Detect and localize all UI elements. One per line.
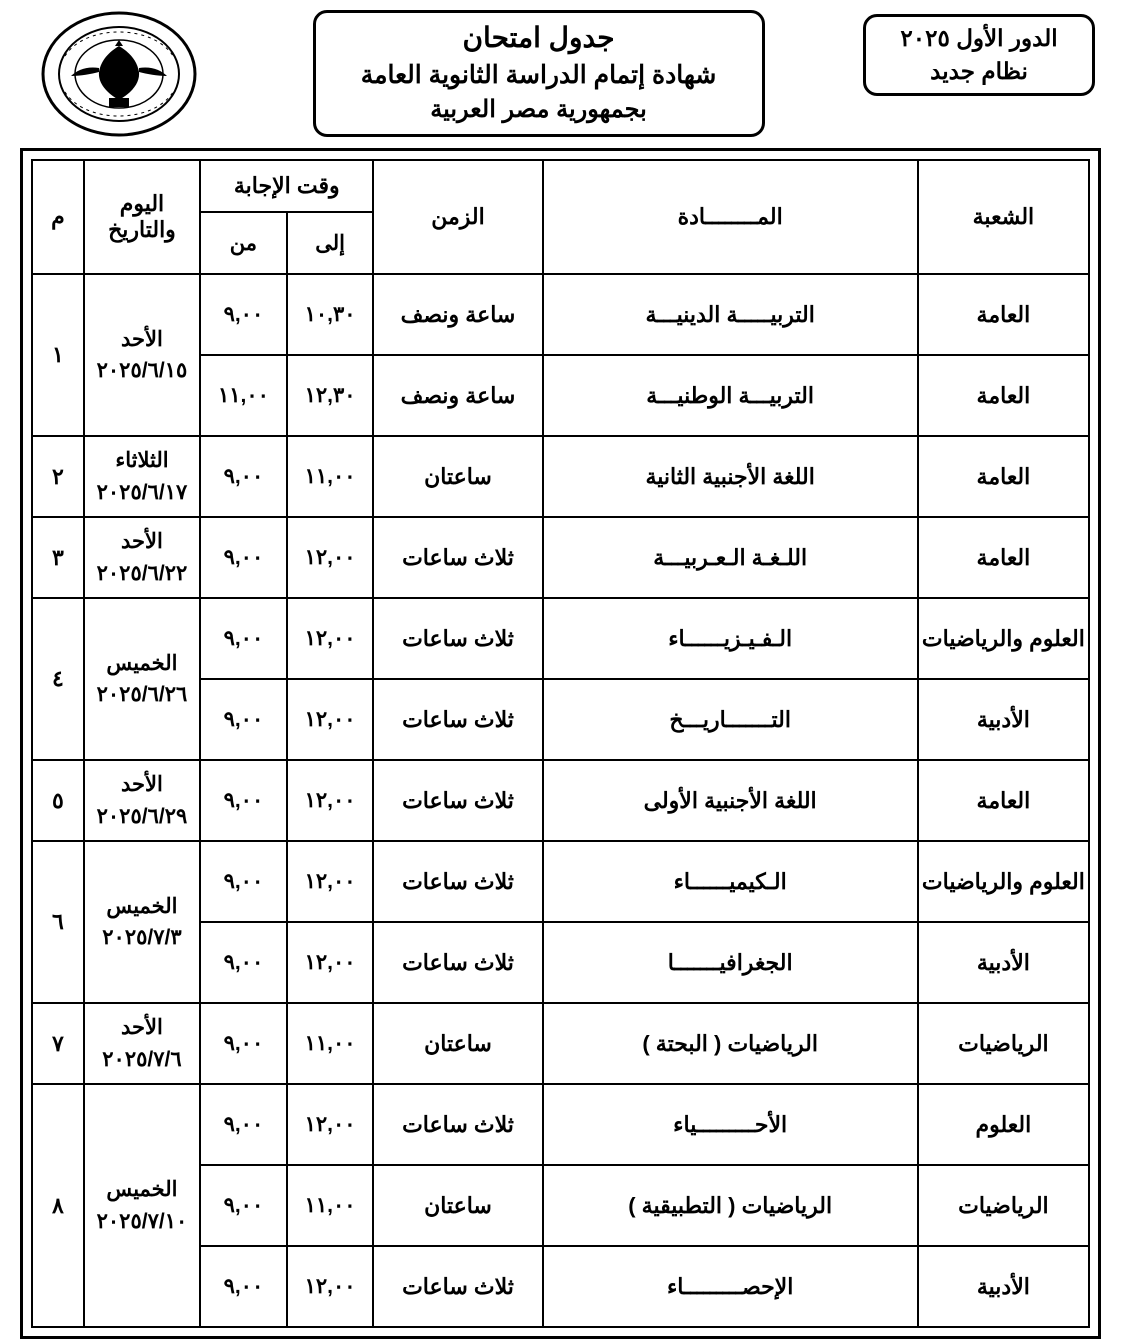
- cell-subject: الجغرافيـــــــا: [543, 922, 918, 1003]
- cell-day-date: [84, 598, 200, 760]
- cell-section: الرياضيات: [918, 1003, 1089, 1084]
- cell-time-from: ٩,٠٠: [200, 1003, 287, 1084]
- cell-section: العامة: [918, 274, 1089, 355]
- day-date: ٢٠٢٥/٧/٣: [102, 926, 182, 949]
- egypt-ministry-emblem-icon: [39, 10, 199, 138]
- cell-time-to: ١١,٠٠: [287, 436, 374, 517]
- cell-time-to: ١٢,٣٠: [287, 355, 374, 436]
- cell-time-to: ١٢,٠٠: [287, 1246, 374, 1327]
- system-label: نظام جديد: [930, 58, 1028, 84]
- cell-time-to: ١١,٠٠: [287, 1003, 374, 1084]
- document-header: [0, 0, 1121, 142]
- cell-section: الرياضيات: [918, 1165, 1089, 1246]
- cell-subject: التـــــــاريـــخ: [543, 679, 918, 760]
- col-header-from: من: [200, 212, 287, 274]
- day-date: ٢٠٢٥/٦/٢٢: [96, 561, 188, 585]
- cell-day-date: [84, 1084, 200, 1327]
- cell-row-number: ٤: [32, 598, 84, 760]
- cell-time-to: ١١,٠٠: [287, 1165, 374, 1246]
- cell-row-number: ٧: [32, 1003, 84, 1084]
- cell-day-date: [84, 274, 200, 436]
- cell-row-number: ٥: [32, 760, 84, 841]
- title-subline-country: بجمهورية مصر العربية: [430, 96, 647, 124]
- day-date: ٢٠٢٥/٦/١٥: [96, 359, 188, 382]
- cell-duration: ساعة ونصف: [373, 274, 542, 355]
- table-row: [32, 598, 1089, 679]
- cell-subject: الرياضيات ( البحتة ): [543, 1003, 918, 1084]
- cell-section: العامة: [918, 436, 1089, 517]
- cell-subject: التربيـــــة الدينيـــة: [543, 274, 918, 355]
- cell-time-from: ٩,٠٠: [200, 1246, 287, 1327]
- cell-time-from: ٩,٠٠: [200, 760, 287, 841]
- cell-duration: ثلاث ساعات: [373, 517, 542, 598]
- cell-duration: ثلاث ساعات: [373, 598, 542, 679]
- cell-row-number: ٨: [32, 1084, 84, 1327]
- col-header-answer-time: وقت الإجابة: [200, 160, 373, 212]
- cell-section: الأدبية: [918, 922, 1089, 1003]
- cell-day-date: [84, 760, 200, 841]
- cell-row-number: ٣: [32, 517, 84, 598]
- cell-time-from: ٩,٠٠: [200, 436, 287, 517]
- day-name: الخميس: [106, 894, 178, 918]
- day-name: الأحد: [121, 327, 163, 351]
- round-label: الدور الأول ٢٠٢٥: [900, 24, 1058, 51]
- cell-time-to: ١٢,٠٠: [287, 598, 374, 679]
- exam-schedule-table: [31, 159, 1090, 1328]
- cell-time-to: ١٢,٠٠: [287, 679, 374, 760]
- cell-row-number: ٦: [32, 841, 84, 1003]
- cell-time-from: ٩,٠٠: [200, 841, 287, 922]
- day-name: الأحد: [121, 1016, 163, 1039]
- table-row: [32, 517, 1089, 598]
- cell-duration: ثلاث ساعات: [373, 679, 542, 760]
- cell-section: العلوم: [918, 1084, 1089, 1165]
- cell-time-to: ١٢,٠٠: [287, 841, 374, 922]
- table-row: [32, 1003, 1089, 1084]
- cell-section: العامة: [918, 355, 1089, 436]
- cell-time-to: ١٢,٠٠: [287, 1084, 374, 1165]
- cell-subject: اللـغـة الـعـربيـــة: [543, 517, 918, 598]
- cell-duration: ثلاث ساعات: [373, 1246, 542, 1327]
- col-header-subject: المــــــــادة: [543, 160, 918, 274]
- cell-duration: ساعتان: [373, 1165, 542, 1246]
- cell-subject: اللغة الأجنبية الأولى: [543, 760, 918, 841]
- day-date: ٢٠٢٥/٧/٦: [102, 1047, 182, 1071]
- cell-duration: ساعتان: [373, 436, 542, 517]
- table-row: [32, 1084, 1089, 1165]
- day-name: الأحد: [121, 773, 163, 796]
- cell-row-number: ١: [32, 274, 84, 436]
- cell-time-from: ١١,٠٠: [200, 355, 287, 436]
- cell-time-from: ٩,٠٠: [200, 598, 287, 679]
- cell-time-from: ٩,٠٠: [200, 1165, 287, 1246]
- document-title-box: [313, 10, 765, 137]
- col-header-section: الشعبة: [918, 160, 1089, 274]
- col-header-day: اليوم: [119, 191, 165, 216]
- cell-section: الأدبية: [918, 679, 1089, 760]
- cell-duration: ثلاث ساعات: [373, 760, 542, 841]
- cell-section: الأدبية: [918, 1246, 1089, 1327]
- cell-time-from: ٩,٠٠: [200, 922, 287, 1003]
- table-row: [32, 274, 1089, 355]
- cell-section: العامة: [918, 517, 1089, 598]
- cell-day-date: [84, 436, 200, 517]
- cell-time-from: ٩,٠٠: [200, 679, 287, 760]
- cell-section: العلوم والرياضيات: [918, 841, 1089, 922]
- day-name: الأحد: [121, 530, 163, 553]
- round-and-system-box: [863, 14, 1095, 96]
- col-header-date: والتاريخ: [108, 217, 176, 242]
- cell-duration: ثلاث ساعات: [373, 841, 542, 922]
- cell-time-to: ١٢,٠٠: [287, 922, 374, 1003]
- cell-subject: الأحـــــــــياء: [543, 1084, 918, 1165]
- day-date: ٢٠٢٥/٧/١٠: [96, 1209, 188, 1233]
- table-row: [32, 760, 1089, 841]
- table-head: [32, 160, 1089, 274]
- cell-duration: ساعتان: [373, 1003, 542, 1084]
- cell-time-from: ٩,٠٠: [200, 274, 287, 355]
- cell-time-from: ٩,٠٠: [200, 1084, 287, 1165]
- col-header-day-date: [84, 160, 200, 274]
- col-header-duration: الزمن: [373, 160, 542, 274]
- cell-subject: الـكيميــــــاء: [543, 841, 918, 922]
- cell-section: العامة: [918, 760, 1089, 841]
- cell-subject: التربيـــة الوطنيـــة: [543, 355, 918, 436]
- table-row: [32, 841, 1089, 922]
- cell-duration: ثلاث ساعات: [373, 1084, 542, 1165]
- cell-time-from: ٩,٠٠: [200, 517, 287, 598]
- cell-subject: الرياضيات ( التطبيقية ): [543, 1165, 918, 1246]
- day-name: الخميس: [106, 1178, 178, 1201]
- day-date: ٢٠٢٥/٦/١٧: [96, 480, 188, 504]
- cell-subject: الإحصـــــــــاء: [543, 1246, 918, 1327]
- cell-day-date: [84, 1003, 200, 1084]
- cell-duration: ثلاث ساعات: [373, 922, 542, 1003]
- col-header-number: م: [32, 160, 84, 274]
- day-name: الثلاثاء: [115, 449, 169, 472]
- day-date: ٢٠٢٥/٦/٢٩: [96, 804, 188, 828]
- table-row: [32, 436, 1089, 517]
- title-subline-certificate: شهادة إتمام الدراسة الثانوية العامة: [360, 60, 717, 89]
- day-date: ٢٠٢٥/٦/٢٦: [96, 683, 188, 706]
- cell-day-date: [84, 517, 200, 598]
- page-title: جدول امتحان: [462, 22, 615, 53]
- header-row-primary: [32, 160, 1089, 212]
- cell-duration: ساعة ونصف: [373, 355, 542, 436]
- emblem-container: [24, 8, 214, 140]
- cell-subject: الـفـيـزيــــــاء: [543, 598, 918, 679]
- cell-row-number: ٢: [32, 436, 84, 517]
- table-body: [32, 274, 1089, 1327]
- cell-time-to: ١٠,٣٠: [287, 274, 374, 355]
- cell-day-date: [84, 841, 200, 1003]
- cell-section: العلوم والرياضيات: [918, 598, 1089, 679]
- day-name: الخميس: [106, 651, 178, 675]
- col-header-to: إلى: [287, 212, 374, 274]
- cell-time-to: ١٢,٠٠: [287, 517, 374, 598]
- schedule-table-frame: [20, 148, 1101, 1339]
- cell-subject: اللغة الأجنبية الثانية: [543, 436, 918, 517]
- cell-time-to: ١٢,٠٠: [287, 760, 374, 841]
